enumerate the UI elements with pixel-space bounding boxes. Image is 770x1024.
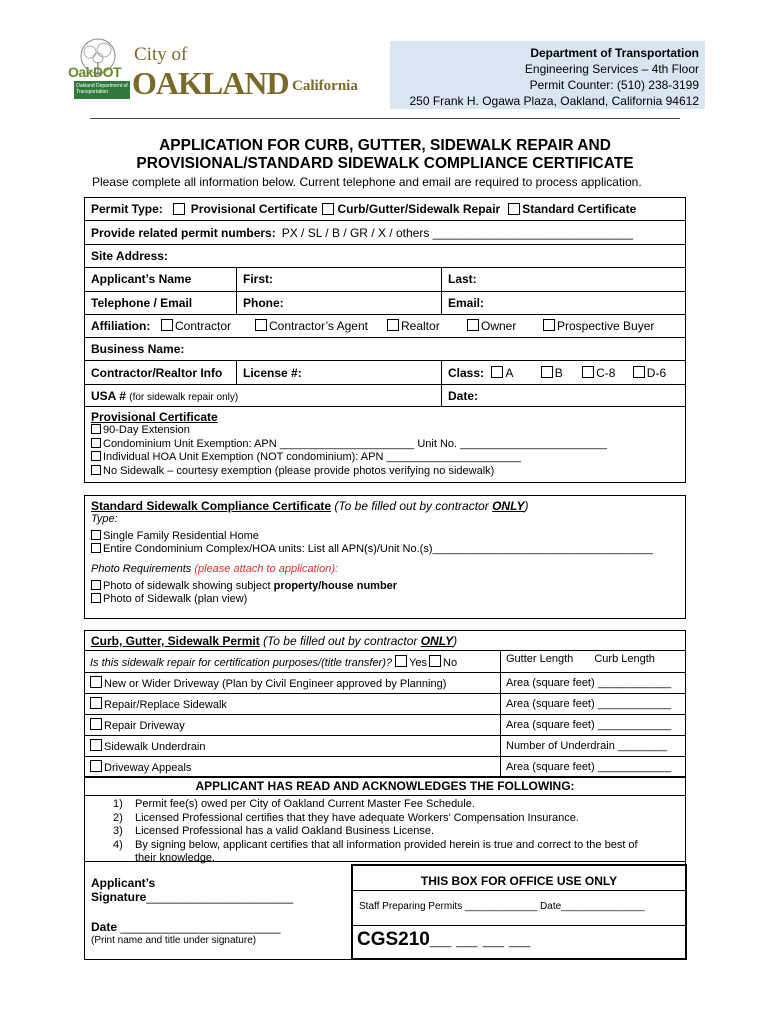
prov-item-3-text: Individual HOA Unit Exemption (NOT condominium): APN ______________________ [103,451,522,463]
affil-buyer-opt [543,319,654,333]
signature-note: (Print name and title under signature) [91,935,257,946]
usa-row [85,385,685,406]
curb-note-pre: (To be filled out by contractor [263,634,421,648]
standard-note-pre: (To be filled out by contractor [334,499,493,513]
curb-note-post: ) [453,634,458,648]
area-field[interactable]: Area (square feet) ____________ [501,673,686,694]
department-header [390,41,705,109]
curb-heading: Curb, Gutter, Sidewalk Permit [91,634,260,648]
yes-label: Yes [409,656,428,669]
realtor-checkbox[interactable] [387,319,399,331]
date-label: Date [91,920,118,934]
std-type-1 [91,530,679,543]
class-b-label: B [554,366,563,380]
prov-extension-checkbox[interactable] [91,424,101,434]
form-title-1: APPLICATION FOR CURB, GUTTER, SIDEWALK REPAIR AND [159,137,611,154]
std-single-family-checkbox[interactable] [91,530,101,540]
table-row [85,757,686,778]
permit-type-row [85,198,685,221]
standard-note-only: ONLY [492,499,525,513]
prov-item-2-text: Condominium Unit Exemption: APN ______________________ Unit No. ________________________ [103,437,607,450]
list-item [113,812,685,826]
curb-permit-table [84,650,686,778]
ack-text: Permit fee(s) owed per City of Oakland Current Master Fee Schedule. [135,798,475,810]
curb-note-only: ONLY [420,634,454,648]
related-permits-field[interactable]: PX / SL / B / GR / X / others ______________________________ [281,225,633,240]
prov-condo-checkbox[interactable] [91,438,101,448]
area-field[interactable]: Area (square feet) ____________ [501,757,686,778]
signature-field[interactable] [91,890,293,904]
provisional-heading: Provisional Certificate [91,410,218,424]
ack-text: Licensed Professional has a valid Oakland Business License. [135,825,435,837]
date-field[interactable]: Date: [448,389,479,403]
curb-gutter-option: Curb/Gutter/Sidewalk Repair [337,202,501,216]
realtor-label: Realtor [401,319,440,333]
applicant-name-label: Applicant’s Name [85,268,237,291]
photo-req-label: Photo Requirements [91,563,195,575]
related-permits-label: Provide related permit numbers: [91,225,276,240]
class-c8-label: C-8 [596,366,616,380]
work-type-cell [85,715,501,736]
repair-driveway-checkbox[interactable] [90,718,102,730]
usa-label: USA # [91,389,126,403]
site-address-row [85,245,685,268]
work-type-label: Repair Driveway [104,720,185,732]
ack-text: By signing below, applicant certifies that all information provided herein is true and correct to the best of [135,838,638,851]
telephone-email-row [85,292,685,315]
gutter-length-label: Gutter Length [506,653,574,665]
class-c8-checkbox[interactable] [582,366,594,378]
related-permits-row [85,221,685,245]
business-name-row [85,338,685,361]
office-heading: THIS BOX FOR OFFICE USE ONLY [353,866,685,891]
standard-type-label: Type: [91,513,118,525]
photo-req-note: (please attach to application): [194,563,339,575]
standard-heading-row [91,499,679,513]
area-field[interactable]: Area (square feet) ____________ [501,694,686,715]
certification-question: Is this sidewalk repair for certification purposes/(title transfer)? [90,656,393,669]
no-label: No [443,656,458,669]
underdrain-count-field[interactable]: Number of Underdrain ________ [501,736,686,757]
class-d6-checkbox[interactable] [633,366,645,378]
list-item [113,798,685,812]
photo-house-number-checkbox[interactable] [91,580,101,590]
dept-name: Department of Transportation [530,46,699,60]
certification-question-cell [85,651,501,673]
date-line: ________________________ [117,920,281,934]
instructions: Please complete all information below. Current telephone and email are required to process application. [92,175,642,189]
driveway-appeals-checkbox[interactable] [90,760,102,772]
list-item [113,825,685,839]
license-field[interactable]: License #: [237,361,442,384]
ack-number: 1) [113,798,123,810]
length-header-cell [501,651,686,673]
provisional-checkbox[interactable] [173,203,185,215]
affil-agent-opt [255,319,368,333]
provisional-option: Provisional Certificate [190,202,318,216]
curb-length-label: Curb Length [594,653,655,665]
photo-item-1 [91,580,679,593]
standard-checkbox[interactable] [508,203,520,215]
city-logo [66,38,366,104]
prov-item-4-text: No Sidewalk – courtesy exemption (please provide photos verifying no sidewalk) [103,464,495,477]
no-checkbox[interactable] [429,655,441,667]
acknowledgement-list [85,796,685,866]
owner-checkbox[interactable] [467,319,479,331]
list-item [113,839,685,853]
dept-phone: Permit Counter: (510) 238-3199 [529,78,699,92]
header-divider [90,118,680,119]
ack-text: Licensed Professional certifies that they have adequate Workers’ Compensation Insurance. [135,811,579,824]
std-type-1-text: Single Family Residential Home [103,530,259,542]
applicant-info-form [84,197,686,407]
curb-permit-heading-row [84,630,686,650]
business-name-label: Business Name: [91,342,185,356]
prov-nosidewalk-checkbox[interactable] [91,465,101,475]
signature-label-1: Applicant’s [91,876,156,890]
table-row [85,715,686,736]
table-row [85,673,686,694]
work-type-cell [85,757,501,778]
work-type-cell [85,736,501,757]
photo-item-1-bold: property/house number [273,580,398,592]
contractor-info-label: Contractor/Realtor Info [85,361,237,384]
contractor-info-row [85,361,685,385]
acknowledgement-heading: APPLICANT HAS READ AND ACKNOWLEDGES THE FOLLOWING: [85,777,685,796]
prov-item-4 [91,465,679,479]
work-type-label: New or Wider Driveway (Plan by Civil Engineer approved by Planning) [104,678,447,690]
class-a-checkbox[interactable] [491,366,503,378]
work-type-label: Repair/Replace Sidewalk [104,699,227,711]
acknowledgement-section [84,776,686,862]
affil-owner-opt [467,319,516,333]
work-type-label: Driveway Appeals [104,762,192,774]
owner-label: Owner [481,319,517,333]
ack-number: 4) [113,838,123,851]
affiliation-label: Affiliation: [91,319,151,333]
repair-sidewalk-checkbox[interactable] [90,697,102,709]
dept-address: 250 Frank H. Ogawa Plaza, Oakland, California 94612 [409,94,699,108]
office-code: CGS210__ __ __ __ [357,929,531,950]
telephone-email-label: Telephone / Email [85,292,237,314]
dept-line-2: Engineering Services – 4th Floor [524,62,699,76]
ack-number: 3) [113,825,123,837]
prov-item-3 [91,451,679,465]
standard-section [84,495,686,619]
class-b-checkbox[interactable] [541,366,553,378]
signature-date-field[interactable] [91,920,281,934]
agent-checkbox[interactable] [255,319,267,331]
yes-checkbox[interactable] [395,655,407,667]
std-type-2-text: Entire Condominium Complex/HOA units: List all APN(s)/Unit No.(s)____________________________________ [103,543,653,555]
affil-contractor-opt [161,319,231,333]
affil-realtor-opt [387,319,440,333]
photo-item-2-text: Photo of Sidewalk (plan view) [103,593,248,605]
logo-state: California [292,78,358,94]
photo-requirements [91,563,679,575]
buyer-label: Prospective Buyer [557,319,655,333]
signature-area [84,862,686,960]
photo-plan-view-checkbox[interactable] [91,593,101,603]
logo-city-of: City of [134,44,188,65]
ack-text: their knowledge. [135,852,216,864]
work-type-cell [85,694,501,715]
prov-item-1-text: 90-Day Extension [103,424,190,436]
contractor-label: Contractor [175,319,232,333]
form-title-2: PROVISIONAL/STANDARD SIDEWALK COMPLIANCE CERTIFICATE [136,155,634,172]
table-row [85,736,686,757]
prov-hoa-checkbox[interactable] [91,451,101,461]
buyer-checkbox[interactable] [543,319,555,331]
standard-note-post: ) [524,499,529,513]
standard-option: Standard Certificate [522,202,637,216]
staff-preparing-field[interactable]: Staff Preparing Permits _____________ Date_______________ [353,891,685,926]
work-type-label: Sidewalk Underdrain [104,741,206,753]
prov-item-2 [91,438,679,452]
phone-field[interactable]: Phone: [237,292,442,314]
class-label: Class: [448,366,485,380]
class-d6-label: D-6 [646,366,667,380]
applicant-name-row [85,268,685,292]
std-condo-complex-checkbox[interactable] [91,543,101,553]
logo-city-name: OAKLAND [132,65,289,101]
usa-field[interactable] [85,385,442,406]
photo-item-2 [91,593,679,606]
std-type-2 [91,543,679,556]
new-driveway-checkbox[interactable] [90,676,102,688]
work-type-cell [85,673,501,694]
table-row [85,694,686,715]
area-field[interactable]: Area (square feet) ____________ [501,715,686,736]
office-use-box [351,864,687,960]
prov-item-1 [91,424,679,438]
site-address-label: Site Address: [91,249,168,263]
first-name-field[interactable]: First: [237,268,442,291]
table-row [85,651,686,673]
curb-gutter-checkbox[interactable] [322,203,334,215]
contractor-checkbox[interactable] [161,319,173,331]
class-field [442,361,685,384]
standard-heading: Standard Sidewalk Compliance Certificate [91,499,332,513]
permit-type-label: Permit Type: [91,202,163,216]
underdrain-checkbox[interactable] [90,739,102,751]
class-a-label: A [505,366,514,380]
email-field[interactable]: Email: [448,296,485,310]
ack-number: 2) [113,811,123,824]
usa-note: (for sidewalk repair only) [129,392,239,403]
last-name-field[interactable]: Last: [448,272,477,286]
agent-label: Contractor’s Agent [269,319,368,333]
affiliation-row [85,315,685,338]
signature-label-2: Signature [91,890,147,904]
provisional-section [84,406,686,483]
signature-line: ______________________ [146,890,294,904]
photo-item-1-pre: Photo of sidewalk showing subject [103,580,274,592]
oakdot-badge-sub: Oakland Department of Transportation [74,81,130,99]
oakdot-badge-name: OakDOT [68,64,122,80]
